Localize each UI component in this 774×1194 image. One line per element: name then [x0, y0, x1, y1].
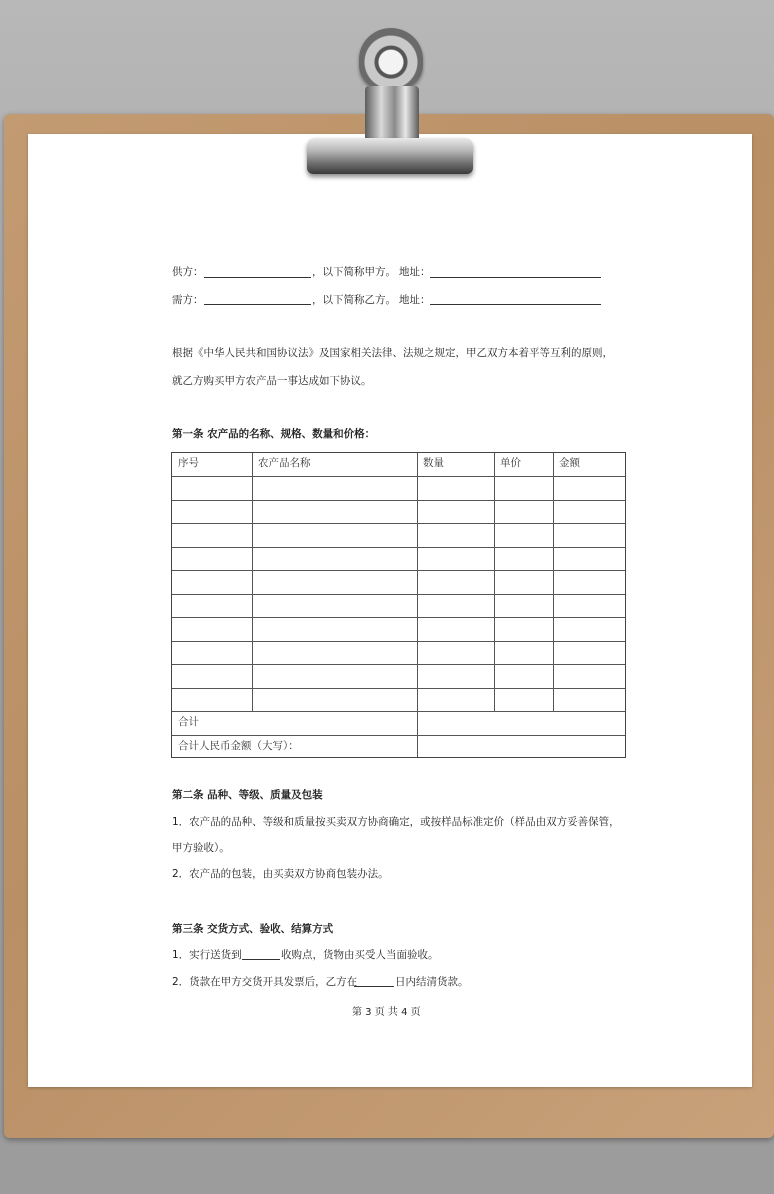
col-header-unit-price: 单价	[500, 457, 521, 469]
table-col-line	[252, 453, 253, 711]
buyer-address-label: 地址：	[399, 294, 431, 306]
supplier-suffix: ，以下简称甲方。	[312, 266, 396, 278]
total-label: 合计	[178, 716, 199, 728]
article-1-title: 第一条 农产品的名称、规格、数量和价格：	[172, 428, 376, 440]
delivery-point-blank	[242, 959, 280, 960]
table-row-line	[172, 688, 625, 689]
table-row-line	[172, 594, 625, 595]
table-row-line	[172, 500, 625, 501]
table-row-line	[172, 523, 625, 524]
total-rmb-label: 合计人民币金额（大写）：	[178, 740, 299, 752]
article-2-item-1-line-1: 1．农产品的品种、等级和质量按买卖双方协商确定，或按样品标准定价（样品由双方妥善保管，	[172, 816, 620, 828]
article-2-title: 第二条 品种、等级、质量及包装	[172, 789, 323, 801]
table-row-line	[172, 547, 625, 548]
product-table	[171, 452, 626, 758]
table-row-line	[172, 711, 625, 712]
buyer-address-blank	[430, 304, 601, 305]
supplier-address-blank	[430, 277, 601, 278]
article-3-item-2-a: 2．货款在甲方交货开具发票后，乙方在	[172, 976, 358, 988]
article-2-item-2: 2．农产品的包装，由买卖双方协商包装办法。	[172, 868, 389, 880]
table-row-line	[172, 735, 625, 736]
table-col-line	[417, 453, 418, 757]
buyer-label: 需方：	[172, 294, 204, 306]
table-row-line	[172, 476, 625, 477]
buyer-name-blank	[204, 304, 311, 305]
table-row-line	[172, 570, 625, 571]
col-header-quantity: 数量	[423, 457, 444, 469]
article-2-item-1-line-2: 甲方验收）。	[172, 842, 230, 854]
table-row-line	[172, 664, 625, 665]
article-3-title: 第三条 交货方式、验收、结算方式	[172, 923, 334, 935]
table-col-line	[553, 453, 554, 711]
article-3-item-2-b: 日内结清货款。	[395, 976, 469, 988]
payment-days-blank	[354, 986, 394, 987]
article-3-item-1-b: 收购点，货物由买受人当面验收。	[281, 949, 439, 961]
table-row-line	[172, 617, 625, 618]
intro-line-1: 根据《中华人民共和国协议法》及国家相关法律、法规之规定，甲乙双方本着平等互利的原则，	[172, 347, 613, 359]
col-header-product-name: 农产品名称	[258, 457, 311, 469]
supplier-address-label: 地址：	[399, 266, 431, 278]
supplier-name-blank	[204, 277, 311, 278]
buyer-suffix: ，以下简称乙方。	[312, 294, 396, 306]
supplier-label: 供方：	[172, 266, 204, 278]
table-col-line	[494, 453, 495, 711]
article-3-item-1-a: 1．实行送货到	[172, 949, 242, 961]
table-row-line	[172, 641, 625, 642]
page-number: 第 3 页 共 4 页	[352, 1007, 421, 1018]
col-header-index: 序号	[178, 457, 199, 469]
col-header-amount: 金额	[559, 457, 580, 469]
intro-line-2: 就乙方购买甲方农产品一事达成如下协议。	[172, 375, 372, 387]
